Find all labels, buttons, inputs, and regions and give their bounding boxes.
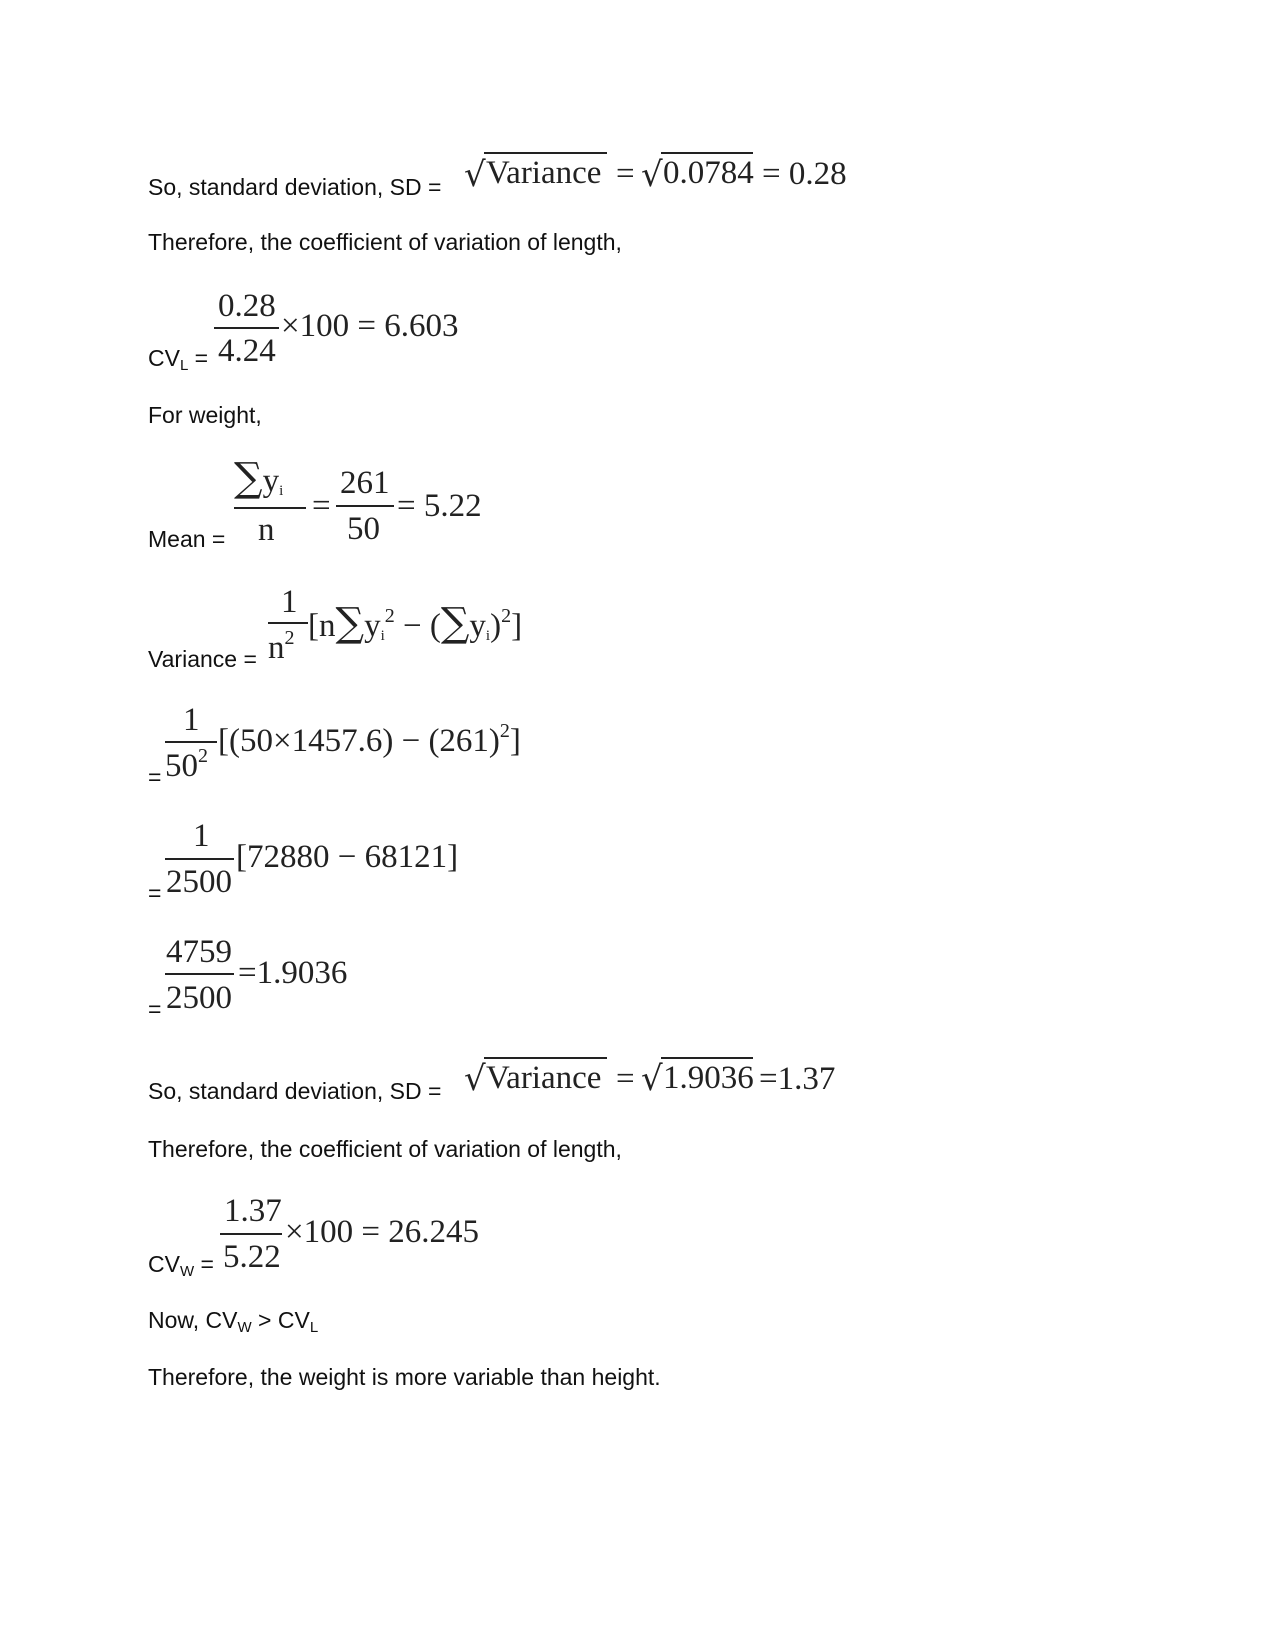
sqrt-sign: √ [641, 155, 663, 195]
cv-l-label: CVL = [148, 345, 209, 374]
fraction-bar [220, 1233, 282, 1235]
variance-formula-body: $[n\sum yi^2 - (\sum yi)^2]$ [308, 600, 523, 646]
mean-result: = 5.22 [397, 488, 482, 524]
weight-cv-intro: Therefore, the coefficient of variation of length, [148, 1136, 622, 1162]
variance-word: Variance [486, 155, 602, 191]
sqrt-bar [484, 1057, 607, 1059]
sqrt-sign: √ [464, 155, 486, 195]
weight-sd-label: So, standard deviation, SD = [148, 1078, 442, 1104]
sqrt-bar [661, 152, 753, 154]
fraction-bar [165, 973, 234, 975]
cv-l-result: ×100 = 6.603 [281, 308, 459, 344]
variance-label: Variance = [148, 646, 257, 672]
length-cv-intro: Therefore, the coefficient of variation of length, [148, 229, 622, 255]
step2-body: [72880 − 68121] [236, 839, 459, 875]
mean-denominator-value: 50 [347, 511, 380, 547]
sd-result: =1.37 [759, 1061, 836, 1097]
fraction-denominator: 5.22 [223, 1239, 281, 1275]
variance-value: 1.9036 [663, 1060, 754, 1096]
fraction-numerator: 1 [193, 818, 210, 854]
conclusion-text: Therefore, the weight is more variable than height. [148, 1364, 661, 1390]
equals-sign: = [616, 156, 635, 192]
fraction-numerator: 1 [183, 702, 200, 738]
mean-label: Mean = [148, 526, 226, 552]
sqrt-sign: √ [464, 1059, 486, 1099]
equals-sign: = [616, 1061, 635, 1097]
fraction-numerator: 4759 [166, 934, 232, 970]
fraction-numerator: 1.37 [224, 1193, 282, 1229]
fraction-denominator: 2500 [166, 864, 232, 900]
step-equals: = [148, 764, 162, 790]
weight-intro: For weight, [148, 402, 262, 428]
fraction-bar [336, 505, 394, 507]
mean-denominator: n [258, 512, 275, 548]
step3-result: =1.9036 [238, 955, 348, 991]
fraction-bar [165, 858, 234, 860]
mean-numerator: ∑yi [234, 455, 284, 501]
sqrt-bar [484, 152, 607, 154]
fraction-bar [214, 327, 279, 329]
step-equals: = [148, 996, 162, 1022]
fraction-numerator: 1 [281, 584, 298, 620]
cv-comparison: Now, CVW > CVL [148, 1307, 319, 1336]
cv-w-label: CVW = [148, 1251, 214, 1280]
variance-value: 0.0784 [663, 155, 754, 191]
sqrt-sign: √ [641, 1059, 663, 1099]
fraction-denominator: $n^2$ [268, 627, 295, 666]
fraction-numerator: 0.28 [218, 288, 276, 324]
fraction-denominator: 4.24 [218, 333, 276, 369]
variance-word: Variance [486, 1060, 602, 1096]
fraction-bar [165, 741, 217, 743]
length-sd-label: So, standard deviation, SD = [148, 174, 442, 200]
fraction-denominator: 2500 [166, 980, 232, 1016]
fraction-denominator: $50^2$ [165, 745, 208, 784]
equals-sign: = [312, 488, 331, 524]
sd-result: = 0.28 [762, 156, 847, 192]
fraction-bar [268, 622, 308, 624]
cv-w-result: ×100 = 26.245 [285, 1214, 479, 1250]
mean-numerator-value: 261 [340, 465, 390, 501]
step1-body: $[(50\times 1457.6) - (261)^2]$ [218, 720, 521, 759]
step-equals: = [148, 880, 162, 906]
sqrt-bar [661, 1057, 753, 1059]
fraction-bar [234, 507, 306, 509]
